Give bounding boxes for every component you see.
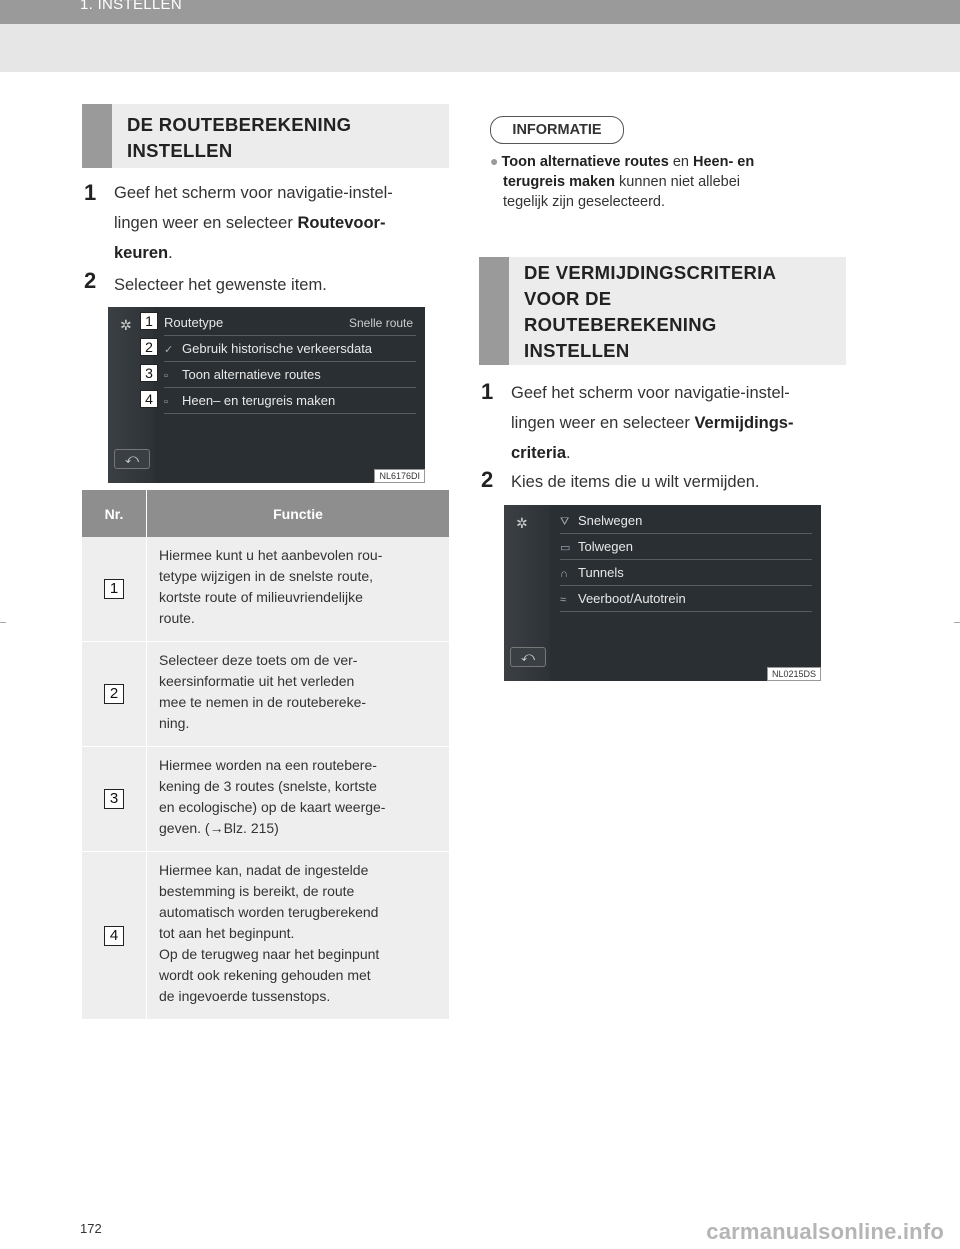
check-icon: ✓ (164, 344, 174, 356)
step-number: 1 (481, 379, 494, 404)
section-title (127, 112, 351, 164)
checkbox-icon: ▫ (164, 396, 168, 408)
bullet-icon: ● (490, 153, 499, 169)
highway-icon: ⛛ (560, 516, 570, 528)
section-title (524, 260, 776, 364)
row-line: keersinformatie uit het verleden (159, 673, 355, 689)
row-line: en ecologische) op de kaart weerge- (159, 799, 386, 815)
informatie-text (490, 151, 840, 212)
watermark: carmanualsonline.info (706, 1219, 944, 1244)
screen-row-label: Snelwegen (578, 513, 643, 528)
step-fragment: . (168, 244, 173, 262)
row-line: bestemming is bereikt, de route (159, 883, 355, 899)
section-title-line: INSTELLEN (127, 140, 233, 161)
crop-mark-right (954, 622, 960, 623)
screen-row-label: Heen– en terugreis maken (182, 393, 336, 408)
row-line: tot aan het beginpunt. (159, 925, 295, 941)
row-line: kening de 3 routes (snelste, kortste (159, 778, 377, 794)
step-line (511, 438, 851, 468)
step-line (114, 208, 450, 238)
info-fragment: en (668, 154, 693, 170)
row-line: geven. (→Blz. 215) (159, 820, 279, 836)
menu-term: criteria (511, 444, 567, 462)
section-header-bar (479, 257, 509, 365)
callout-4: 4 (140, 390, 158, 408)
page-number: 172 (80, 1221, 102, 1236)
row-description (147, 747, 450, 852)
screen-row (560, 508, 812, 534)
step-text: Kies de items die u wilt vermijden. (511, 473, 760, 491)
row-number (82, 537, 147, 642)
screen-row-label: Veerboot/Autotrein (578, 591, 686, 606)
row-line: tetype wijzigen in de snelste route, (159, 568, 374, 584)
section-header-vermijdingscriteria (479, 257, 846, 365)
callout-3: 3 (140, 364, 158, 382)
step-text: Selecteer het gewenste item. (114, 276, 327, 294)
screen-row (164, 336, 416, 362)
table-header-nr: Nr. (82, 490, 147, 537)
screen-row (560, 534, 812, 560)
table-row (82, 537, 449, 642)
row-description (147, 537, 450, 642)
screen-row-label: Tolwegen (578, 539, 633, 554)
section-title-line: INSTELLEN (524, 340, 630, 361)
row-line: Selecteer deze toets om de ver- (159, 652, 358, 668)
row-line: Op de terugweg naar het beginpunt (159, 946, 380, 962)
image-code: NL6176DI (374, 469, 425, 483)
step-text (114, 178, 450, 268)
row-number (82, 852, 147, 1020)
function-table (82, 490, 449, 1020)
menu-term: Heen- en (692, 154, 755, 170)
row-number (82, 642, 147, 747)
row-line: Hiermee kan, nadat de ingestelde (159, 862, 369, 878)
section-title-line: DE ROUTEBEREKENING (127, 114, 352, 135)
row-number-box: 1 (104, 579, 124, 599)
step-fragment: . (566, 444, 571, 462)
screen-row (560, 586, 812, 612)
step-line: Geef het scherm voor navigatie-instel- (114, 184, 393, 202)
screen-row-label: Toon alternatieve routes (182, 367, 321, 382)
checkbox-icon: ▫ (164, 370, 168, 382)
row-description (147, 852, 450, 1020)
row-line: Hiermee worden na een routebere- (159, 757, 377, 773)
info-line (490, 151, 840, 172)
row-number-box: 3 (104, 789, 124, 809)
row-line: wordt ook rekening gehouden met (159, 967, 371, 983)
row-line: mee te nemen in de routebereke- (159, 694, 367, 710)
screenshot-routevoorkeuren (108, 307, 425, 483)
settings-gear-icon: ✲ (120, 317, 132, 333)
settings-gear-icon: ✲ (516, 515, 528, 531)
step-line (511, 408, 851, 438)
step-number: 1 (84, 180, 97, 205)
table-row (82, 852, 449, 1020)
ferry-icon: ≈ (560, 594, 567, 606)
screen-row (560, 560, 812, 586)
image-code: NL0215DS (767, 667, 821, 681)
menu-term: Toon alternatieve routes (501, 154, 669, 170)
toll-icon: ▭ (560, 542, 571, 554)
menu-term: terugreis maken (503, 174, 616, 190)
section-title-line: DE VERMIJDINGSCRITERIA (524, 262, 777, 283)
step-fragment: lingen weer en selecteer (114, 214, 298, 232)
step-text (511, 378, 851, 468)
callout-2: 2 (140, 338, 158, 356)
row-number-box: 4 (104, 926, 124, 946)
screen-row-label: Routetype (164, 315, 224, 330)
row-line: automatisch worden terugberekend (159, 904, 379, 920)
row-description (147, 642, 450, 747)
screen-row-value: Snelle route (349, 316, 414, 330)
info-line (490, 172, 840, 192)
screen-row-label: Gebruik historische verkeersdata (182, 341, 373, 356)
table-header-functie: Functie (147, 490, 450, 537)
chapter-bar (0, 0, 960, 24)
table-row (82, 747, 449, 852)
menu-term: Routevoor- (297, 214, 386, 232)
tunnel-icon: ∩ (560, 568, 568, 580)
header-band (0, 24, 960, 72)
crop-mark-left (0, 622, 6, 623)
menu-term: Vermijdings- (694, 414, 794, 432)
table-row (82, 642, 449, 747)
informatie-label: INFORMATIE (490, 116, 624, 144)
info-line: tegelijk zijn geselecteerd. (503, 194, 666, 210)
menu-term: keuren (114, 244, 169, 262)
screen-row (164, 362, 416, 388)
row-line: ning. (159, 715, 190, 731)
row-number-box: 2 (104, 684, 124, 704)
screen-row (164, 388, 416, 414)
step-number: 2 (84, 268, 97, 293)
row-line: kortste route of milieuvriendelijke (159, 589, 363, 605)
section-title-line: VOOR DE (524, 288, 612, 309)
chapter-title: 1. INSTELLEN (80, 0, 182, 13)
table-header-row (82, 490, 449, 537)
row-line: de ingevoerde tussenstops. (159, 988, 331, 1004)
section-title-line: ROUTEBEREKENING (524, 314, 717, 335)
step-line: Geef het scherm voor navigatie-instel- (511, 384, 790, 402)
screen-row-label: Tunnels (578, 565, 624, 580)
row-number (82, 747, 147, 852)
section-header-routeberekening (82, 104, 449, 168)
info-fragment: kunnen niet allebei (615, 174, 740, 190)
screenshot-vermijdingscriteria (504, 505, 821, 681)
step-fragment: lingen weer en selecteer (511, 414, 695, 432)
back-icon: ⤺ (510, 647, 546, 667)
step-line (114, 238, 450, 268)
section-header-bar (82, 104, 112, 168)
callout-1: 1 (140, 312, 158, 330)
row-line: route. (159, 610, 195, 626)
step-number: 2 (481, 467, 494, 492)
back-icon: ⤺ (114, 449, 150, 469)
row-line: Hiermee kunt u het aanbevolen rou- (159, 547, 383, 563)
